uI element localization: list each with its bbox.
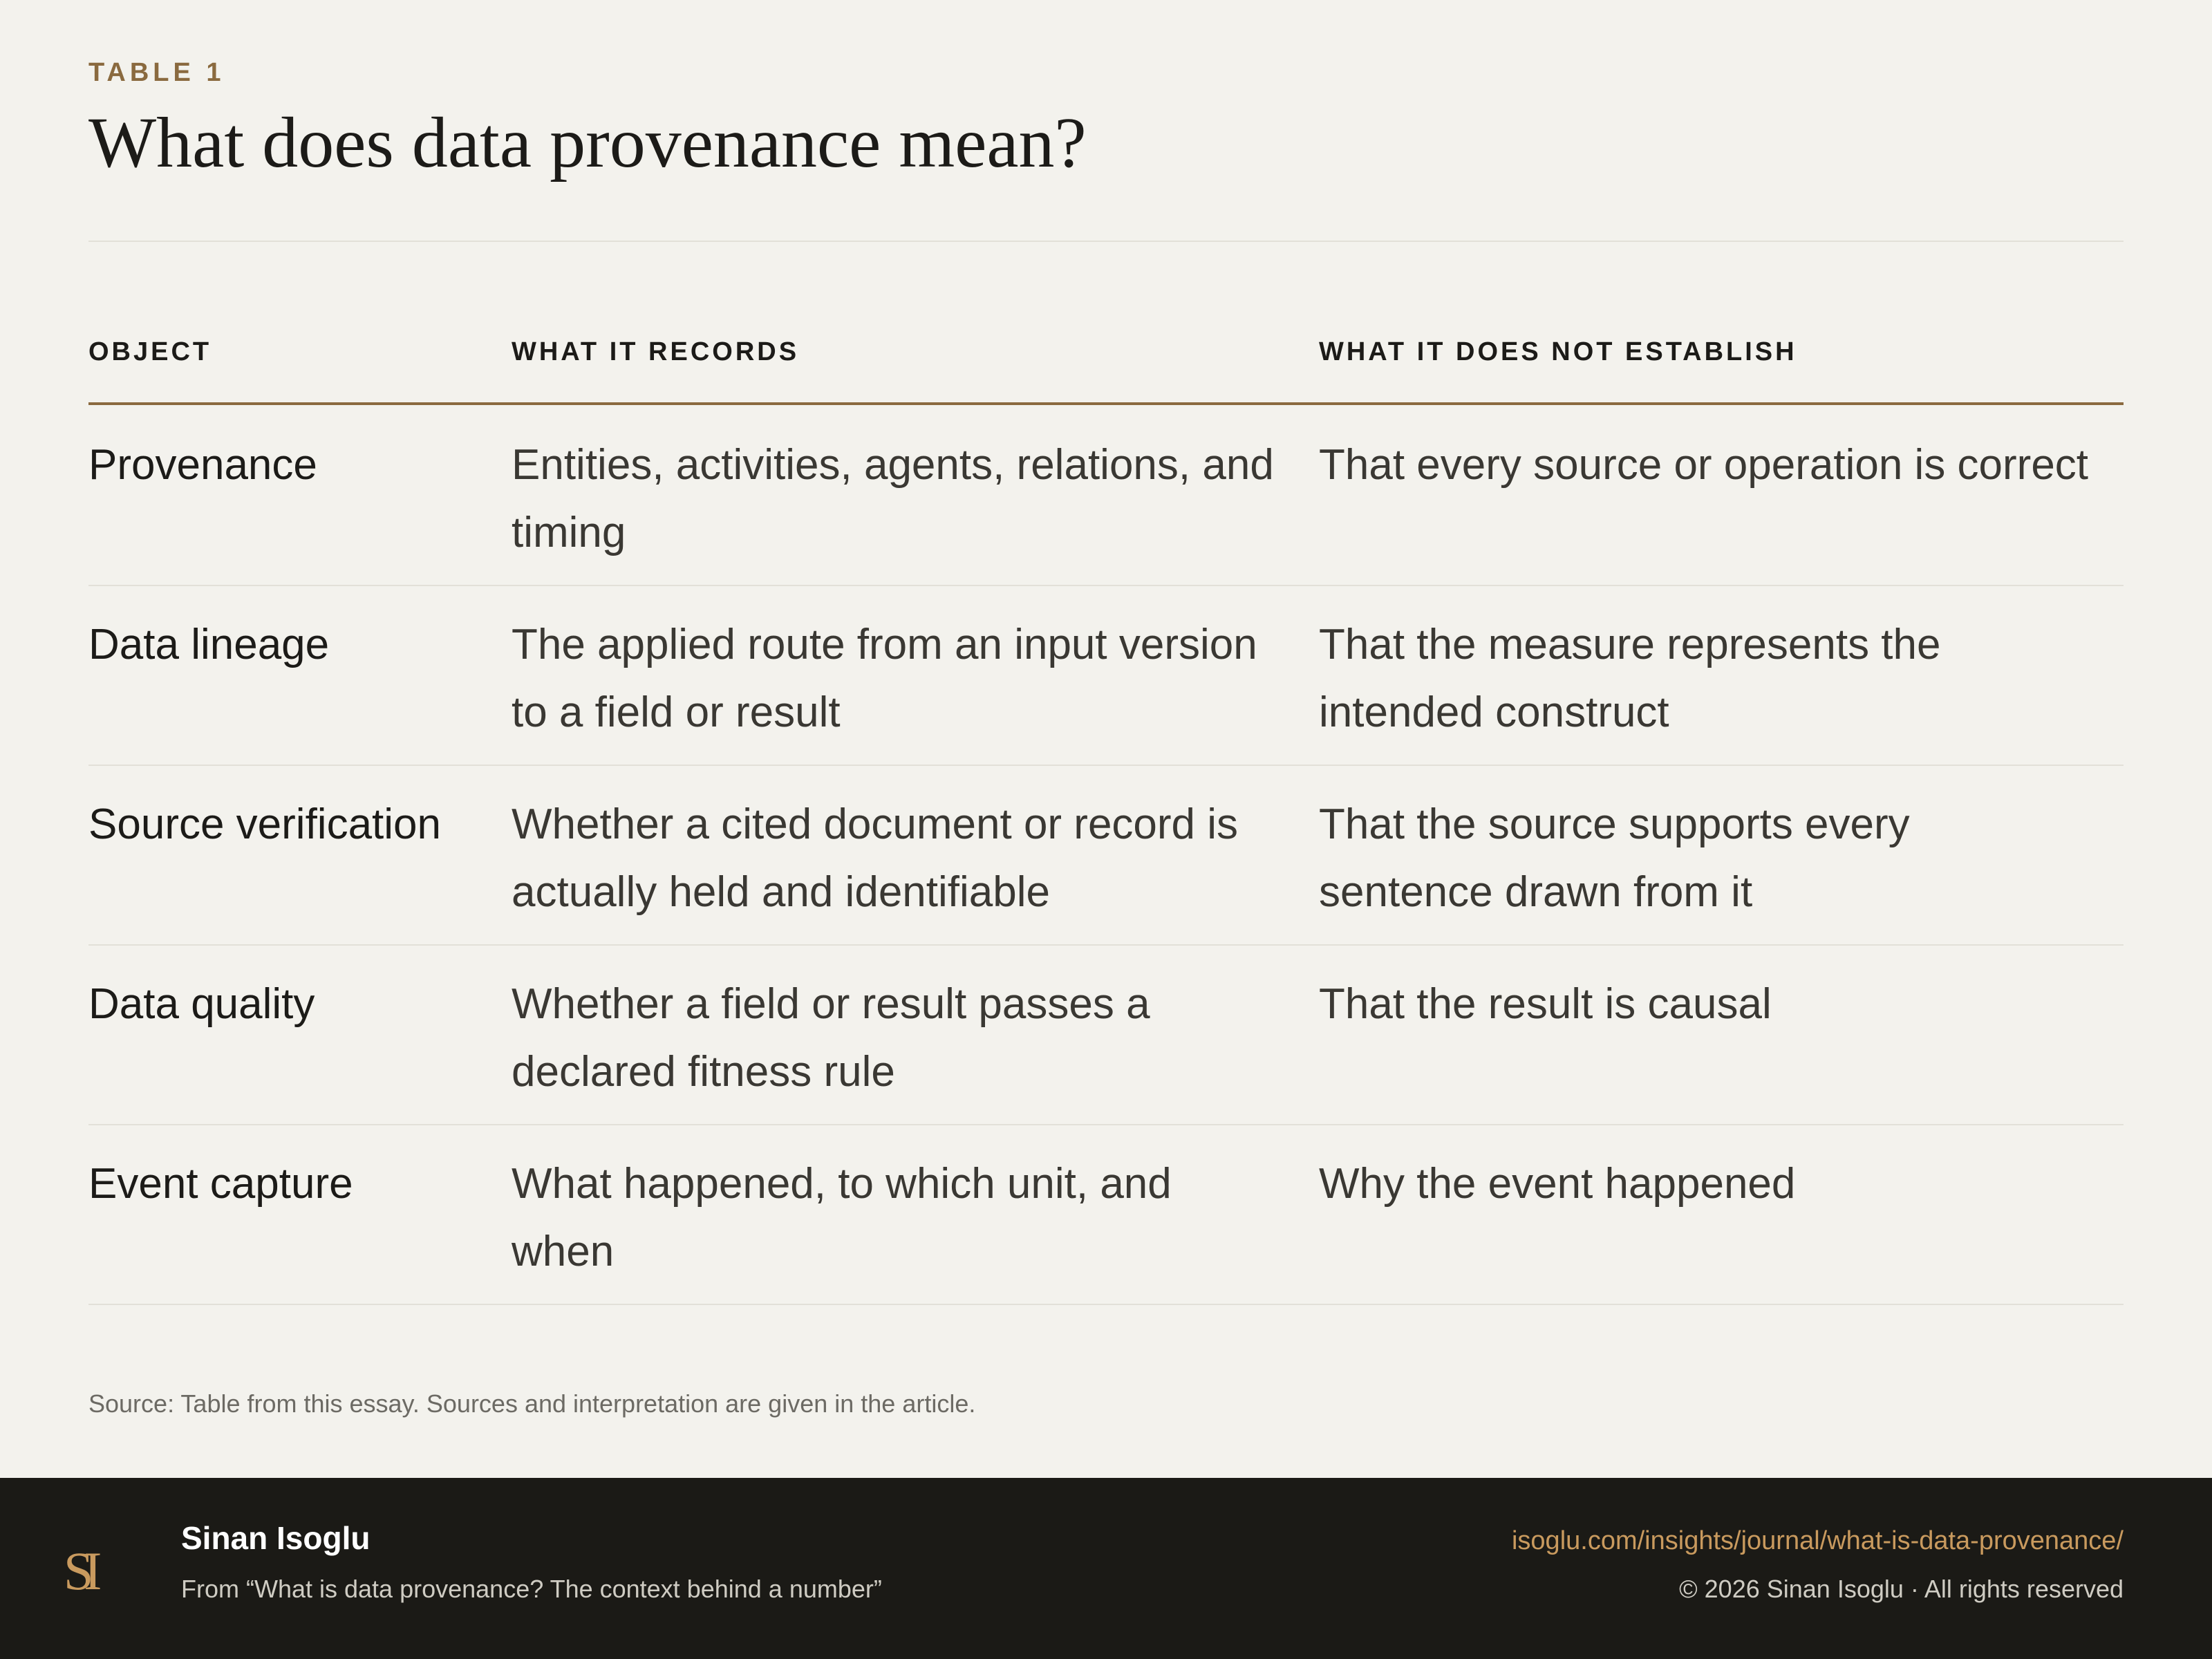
records-cell: The applied route from an input version to a field or result <box>512 621 1257 736</box>
page-title: What does data provenance mean? <box>88 103 1087 182</box>
not-establish-cell: That the source supports every sentence drawn from it <box>1319 800 1910 916</box>
column-header-records: WHAT IT RECORDS <box>512 337 800 366</box>
not-establish-cell: That the measure represents the intended construct <box>1319 621 1941 736</box>
records-cell: Whether a field or result passes a declared fitness rule <box>512 980 1150 1096</box>
column-header-object: OBJECT <box>88 337 212 366</box>
not-establish-cell: That the result is causal <box>1319 980 1772 1028</box>
divider <box>88 241 2124 242</box>
footer <box>0 1478 2212 1659</box>
records-cell: What happened, to which unit, and when <box>512 1160 1172 1275</box>
author-name: Sinan Isoglu <box>181 1520 371 1556</box>
object-cell: Source verification <box>88 800 442 848</box>
object-cell: Data quality <box>88 980 315 1028</box>
table-row <box>88 765 2124 946</box>
object-cell: Event capture <box>88 1160 353 1208</box>
object-cell: Provenance <box>88 441 317 489</box>
table-row <box>88 405 2124 586</box>
not-establish-cell: That every source or operation is correct <box>1319 441 2089 489</box>
column-header-not-establish: WHAT IT DOES NOT ESTABLISH <box>1319 337 1797 366</box>
object-cell: Data lineage <box>88 621 330 668</box>
monogram-logo: SI <box>64 1541 93 1601</box>
copyright: © 2026 Sinan Isoglu · All rights reserved <box>1679 1575 2124 1603</box>
records-cell: Entities, activities, agents, relations, and timing <box>512 441 1274 556</box>
table-label: TABLE 1 <box>88 58 225 87</box>
article-reference: From “What is data provenance? The context behind a number” <box>181 1575 882 1603</box>
table-row <box>88 1124 2124 1305</box>
source-note: Source: Table from this essay. Sources and interpretation are given in the article. <box>88 1389 976 1418</box>
article-link[interactable]: isoglu.com/insights/journal/what-is-data-provenance/ <box>1511 1526 2124 1555</box>
not-establish-cell: Why the event happened <box>1319 1160 1796 1208</box>
table-header <box>88 337 2124 404</box>
table-row <box>88 944 2124 1125</box>
records-cell: Whether a cited document or record is actually held and identifiable <box>512 800 1239 916</box>
table-row <box>88 585 2124 766</box>
